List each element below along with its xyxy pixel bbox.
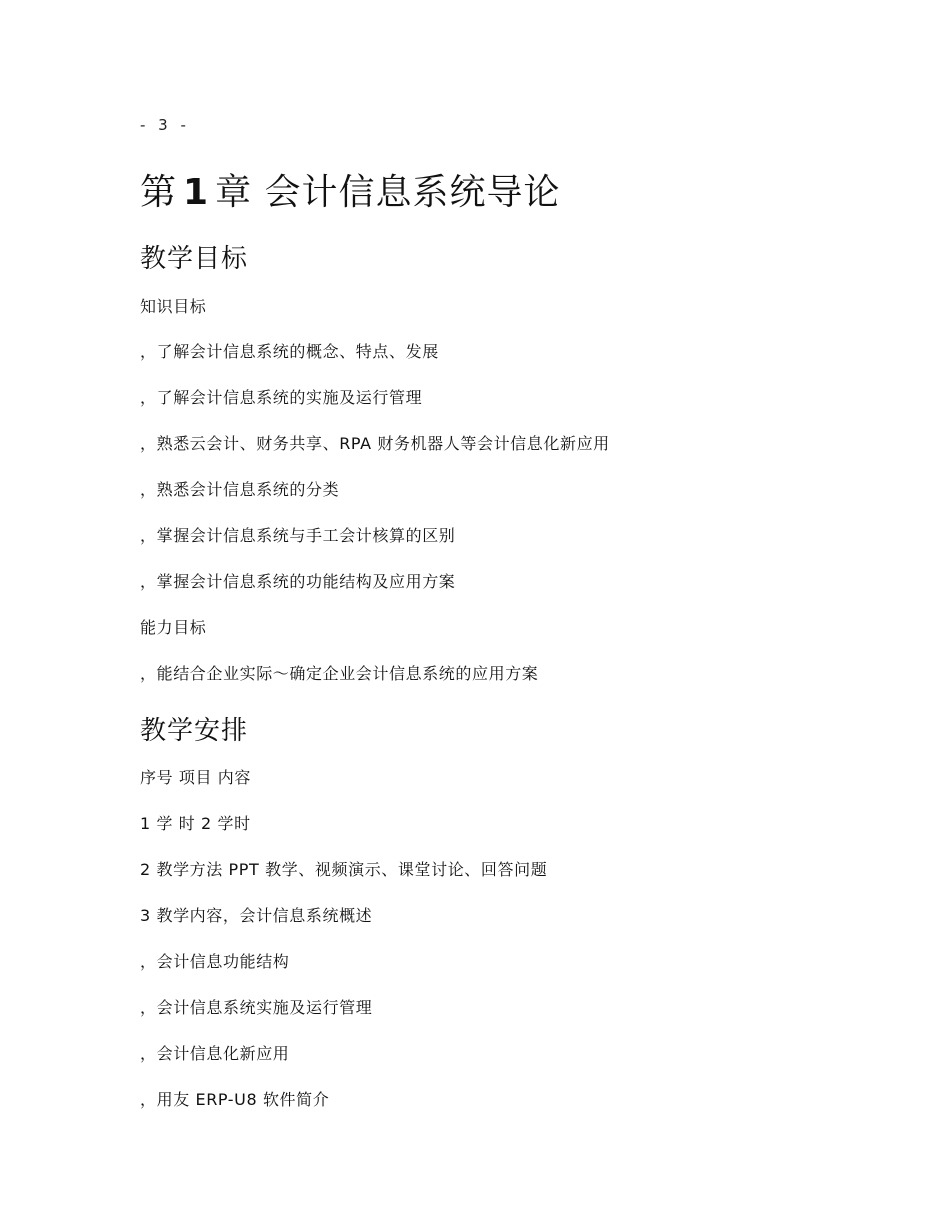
table-header-line: 序号 项目 内容 [140, 768, 251, 787]
list-item: ，了解会计信息系统的实施及运行管理 [140, 388, 423, 407]
chapter-title [140, 164, 561, 215]
table-row: 3 教学内容，会计信息系统概述 [140, 906, 373, 925]
list-item: ，掌握会计信息系统与手工会计核算的区别 [140, 526, 456, 545]
list-item: ，熟悉会计信息系统的分类 [140, 480, 340, 499]
chapter-number: 1 [183, 172, 210, 213]
chapter-name: 章 会计信息系统导论 [215, 172, 561, 213]
list-item: ，会计信息系统实施及运行管理 [140, 998, 373, 1017]
list-item: ，掌握会计信息系统的功能结构及应用方案 [140, 572, 456, 591]
knowledge-goals-label: 知识目标 [140, 297, 207, 316]
section-heading-teaching-goals: 教学目标 [140, 244, 249, 274]
list-item: ，能结合企业实际～确定企业会计信息系统的应用方案 [140, 664, 539, 683]
table-row: 2 教学方法 PPT 教学、视频演示、课堂讨论、回答问题 [140, 860, 548, 879]
list-item: ，用友 ERP-U8 软件简介 [140, 1090, 330, 1109]
list-item: ，会计信息功能结构 [140, 952, 290, 971]
list-item: ，了解会计信息系统的概念、特点、发展 [140, 342, 439, 361]
table-row: 1 学 时 2 学时 [140, 814, 251, 833]
section-heading-teaching-arrangement: 教学安排 [140, 716, 249, 746]
page-number: - 3 - [140, 116, 190, 134]
list-item: ，熟悉云会计、财务共享、RPA 财务机器人等会计信息化新应用 [140, 434, 610, 453]
ability-goals-label: 能力目标 [140, 618, 207, 637]
chapter-prefix: 第 [140, 172, 178, 213]
list-item: ，会计信息化新应用 [140, 1044, 290, 1063]
